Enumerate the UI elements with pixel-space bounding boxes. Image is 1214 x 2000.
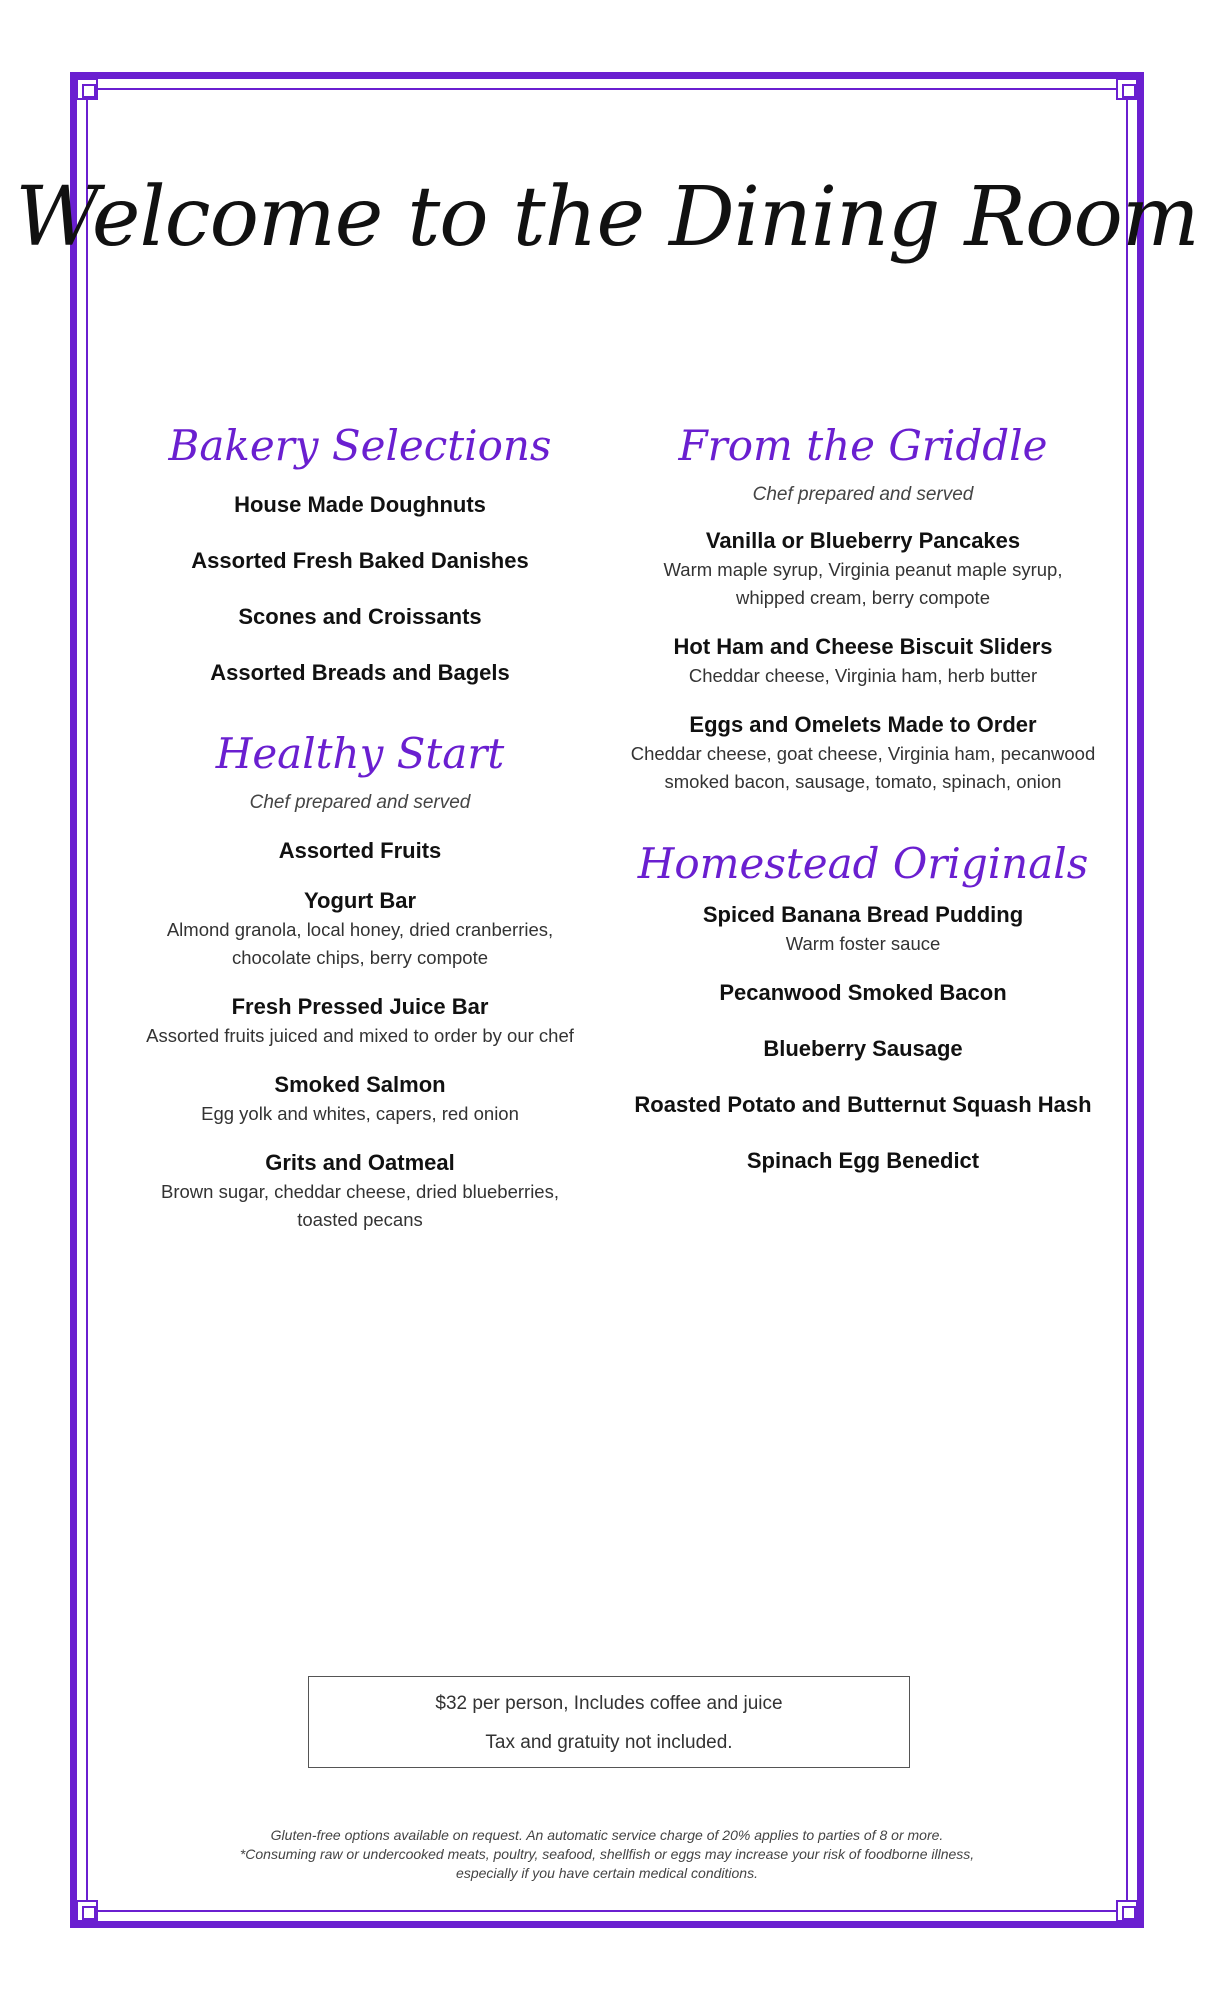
footnote-line: *Consuming raw or undercooked meats, poultry, seafood, shellfish or eggs may increase your risk of foodborne illness, xyxy=(239,1846,975,1862)
item-name: Roasted Potato and Butternut Squash Hash xyxy=(634,1092,1092,1117)
section-title-homestead: Homestead Originals xyxy=(637,839,1089,888)
menu-item xyxy=(614,1034,1112,1064)
item-name: Fresh Pressed Juice Bar xyxy=(231,994,489,1019)
page-title: Welcome to the Dining Room xyxy=(15,170,1199,265)
item-description: whipped cream, berry compote xyxy=(736,587,990,608)
menu-item xyxy=(614,978,1112,1008)
item-description: toasted pecans xyxy=(297,1209,423,1230)
item-description: Cheddar cheese, goat cheese, Virginia ham, pecanwood xyxy=(630,743,1096,764)
item-description: Cheddar cheese, Virginia ham, herb butter xyxy=(688,665,1038,686)
menu-item xyxy=(120,886,600,972)
footnote xyxy=(120,1826,1094,1883)
item-name: Spiced Banana Bread Pudding xyxy=(702,902,1024,927)
corner-ornament xyxy=(1116,1900,1138,1922)
item-name: Assorted Breads and Bagels xyxy=(210,660,510,685)
section-title-bakery: Bakery Selections xyxy=(168,421,552,470)
corner-ornament xyxy=(76,78,98,100)
menu-item xyxy=(120,992,600,1050)
section-subtitle: Chef prepared and served xyxy=(752,484,974,505)
menu-item xyxy=(120,836,600,866)
item-name: Eggs and Omelets Made to Order xyxy=(689,712,1037,737)
menu-item xyxy=(614,526,1112,612)
right-column xyxy=(614,418,1112,1176)
menu-item xyxy=(614,900,1112,958)
menu-item xyxy=(120,546,600,576)
menu-item xyxy=(614,632,1112,690)
price-text: $32 per person, Includes coffee and juice xyxy=(435,1693,783,1714)
footnote-line: especially if you have certain medical conditions. xyxy=(456,1865,758,1881)
item-name: Yogurt Bar xyxy=(303,888,417,913)
item-description: Warm maple syrup, Virginia peanut maple syrup, xyxy=(663,559,1063,580)
item-name: Blueberry Sausage xyxy=(763,1036,963,1061)
menu-item xyxy=(614,1090,1112,1120)
menu-item xyxy=(614,1146,1112,1176)
item-name: Grits and Oatmeal xyxy=(265,1150,455,1175)
price-box xyxy=(308,1676,910,1768)
section-subtitle: Chef prepared and served xyxy=(249,792,471,813)
menu-item xyxy=(120,490,600,520)
left-column xyxy=(120,418,600,1234)
item-description: chocolate chips, berry compote xyxy=(231,947,489,968)
item-name: Spinach Egg Benedict xyxy=(746,1148,980,1173)
item-name: Scones and Croissants xyxy=(238,604,482,629)
corner-ornament xyxy=(1116,78,1138,100)
item-description: Assorted fruits juiced and mixed to order by our chef xyxy=(146,1025,574,1046)
menu-item xyxy=(120,1148,600,1234)
footnote-line: Gluten-free options available on request. An automatic service charge of 20% applies to parties of 8 or more. xyxy=(270,1827,944,1843)
item-name: Hot Ham and Cheese Biscuit Sliders xyxy=(673,634,1053,659)
item-name: Pecanwood Smoked Bacon xyxy=(719,980,1007,1005)
menu-item xyxy=(120,658,600,688)
item-name: Smoked Salmon xyxy=(274,1072,446,1097)
item-description: smoked bacon, sausage, tomato, spinach, onion xyxy=(664,771,1062,792)
item-description: Egg yolk and whites, capers, red onion xyxy=(201,1103,519,1124)
item-description: Almond granola, local honey, dried cranberries, xyxy=(166,919,554,940)
corner-ornament xyxy=(76,1900,98,1922)
item-name: Assorted Fresh Baked Danishes xyxy=(191,548,529,573)
item-name: Assorted Fruits xyxy=(278,838,442,863)
item-name: House Made Doughnuts xyxy=(234,492,486,517)
item-name: Vanilla or Blueberry Pancakes xyxy=(705,528,1021,553)
item-description: Brown sugar, cheddar cheese, dried blueberries, xyxy=(161,1181,559,1202)
menu-item xyxy=(120,1070,600,1128)
item-description: Warm foster sauce xyxy=(785,933,941,954)
section-title-healthy: Healthy Start xyxy=(215,729,505,778)
tax-note: Tax and gratuity not included. xyxy=(485,1732,733,1753)
menu-item xyxy=(120,602,600,632)
menu-item xyxy=(614,710,1112,796)
section-title-griddle: From the Griddle xyxy=(678,421,1048,470)
